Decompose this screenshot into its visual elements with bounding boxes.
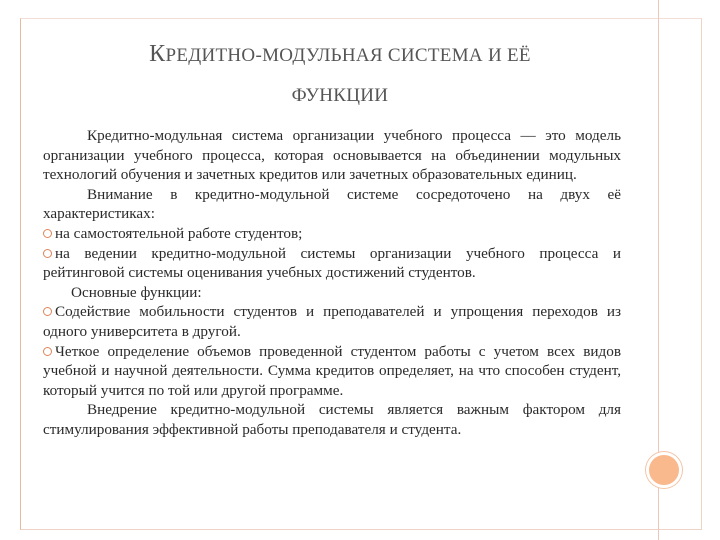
bullet-text: Содействие мобильности студентов и преподавателей и упрощения переходов из одного университета в другой. bbox=[43, 303, 621, 340]
paragraph-conclusion: Внедрение кредитно-модульной системы является важным фактором для стимулирования эффективной работы преподавателя и студента. bbox=[43, 401, 621, 438]
bullet-item bbox=[43, 224, 621, 244]
bullet-text: Четкое определение объемов проведенной студентом работы с учетом всех видов учебной и научной деятельности. Сумма кредитов определяет, на что способен студент, который учится по той или другой программе. bbox=[43, 342, 621, 399]
decorative-circle-icon bbox=[646, 452, 682, 488]
bullet-item bbox=[43, 342, 621, 401]
bullet-item bbox=[43, 244, 621, 283]
bullet-circle-icon bbox=[43, 347, 52, 356]
bullet-circle-icon bbox=[43, 307, 52, 316]
slide-body bbox=[43, 126, 621, 440]
bullet-circle-icon bbox=[43, 249, 52, 258]
paragraph-definition: Кредитно-модульная система организации учебного процесса — это модель организации учебного процесса, которая основывается на объединении модульных технологий обучения и зачетных кредитов или зачетных образовательных единиц. bbox=[43, 127, 621, 184]
title-line-1: РЕДИТНО-МОДУЛЬНАЯ СИСТЕМА И ЕЁ bbox=[165, 45, 531, 66]
paragraph-functions-heading: Основные функции: bbox=[71, 283, 202, 301]
bullet-text: на ведении кредитно-модульной системы организации учебного процесса и рейтинговой системы оценивания учебных достижений студентов. bbox=[43, 244, 621, 282]
bullet-item bbox=[43, 302, 621, 341]
bullet-text: на самостоятельной работе студентов; bbox=[55, 224, 303, 242]
title-initial: К bbox=[149, 41, 166, 67]
slide-title bbox=[40, 36, 640, 114]
paragraph-characteristics: Внимание в кредитно-модульной системе сосредоточено на двух её характеристиках: bbox=[43, 185, 621, 223]
bullet-circle-icon bbox=[43, 229, 52, 238]
title-line-2: ФУНКЦИИ bbox=[291, 85, 389, 106]
